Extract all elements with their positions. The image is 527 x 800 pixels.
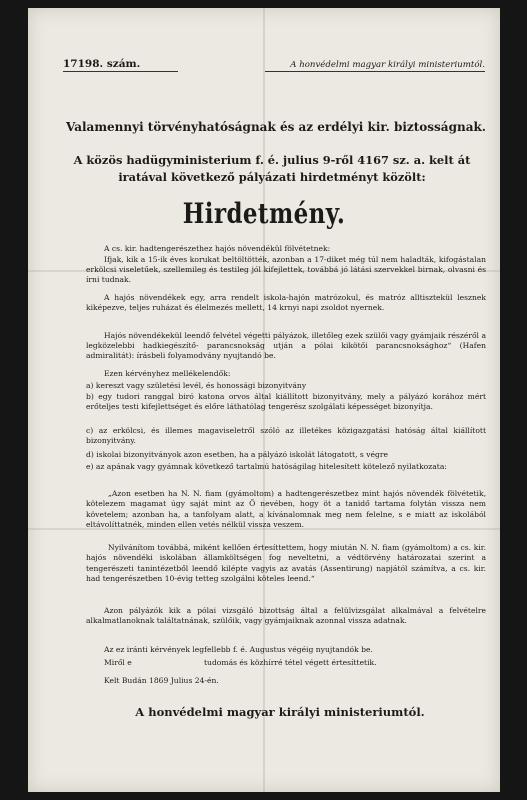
date-line: Kelt Budán 1869 Julius 24-én. bbox=[104, 676, 219, 685]
list-item-a: a) kereszt vagy születési levél, és honossági bizonyitvány bbox=[86, 381, 307, 390]
paragraph-2: Ifjak, kik a 15-ik éves korukat beltöltötték, azonban a 17-diket még túl nem haladták, kifogástalan erkölcsi viseletűek, szellemileg és testileg jól kifejlettek, továbbá jó látási szervekkel birnak, olvasni és írni tudnak. bbox=[86, 255, 486, 285]
document-sheet bbox=[28, 8, 500, 792]
intro-text: A közös hadügyministerium f. é. julius 9-ről 4167 sz. a. kelt át iratával következő pályázati hirdetményt közölt: bbox=[73, 153, 471, 184]
paragraph-4: Hajós növendékekül leendő felvétel végetti pályázok, illetőleg ezek szülői vagy gyámjaik részéről a legközelebbi hadkiegészítő- parancsnokság utján a pólai kikötői parancsnoksághoz“ (Hafen admiralitát): írásbeli folyamodvány nyujtandó be. bbox=[86, 331, 486, 361]
paragraph-7: Az ez iránti kérvények legfellebb f. é. Augustus végéig nyujtandók be. bbox=[104, 645, 373, 654]
addressee-line: Valamennyi törvényhatóságnak és az erdélyi kir. biztosságnak. bbox=[66, 120, 486, 134]
issuer-header: A honvédelmi magyar királyi ministeriumtól. bbox=[265, 60, 485, 72]
document-title: Hirdetmény. bbox=[182, 197, 346, 230]
declaration-paragraph-1: „Azon esetben ha N. N. fiam (gyámoltom) a hadtengerészetbez mint hajós növendék fölvétetik, kötelezem magamat úgy saját mint az Ő nevében, hogy öt a tanidő tartama folytán vissza nem követelem; azonban ha, a tanfolyam alatt, a kívánalomnak meg nem felelne, s e miatt az iskolából eltávolíttatnék, minden ellen vetés nélkül vissza veszem. bbox=[86, 489, 486, 530]
signature-line: A honvédelmi magyar királyi ministeriumtól. bbox=[135, 705, 425, 719]
paragraph-3: A hajós növendékek egy, arra rendelt iskola-hajón matrózokul, és matróz alltisztekül lesznek kiképezve, teljes ruházat és élelmezés mellett, 14 krnyi napi zsoldot nyernek. bbox=[86, 293, 486, 313]
paragraph-1: A cs. kir. hadtengerészethez hajós növendékül fölvétetnek: bbox=[104, 244, 331, 253]
list-item-b: b) egy tudori ranggal biró katona orvos által kiállított bizonyitvány, mely a pályázó korához mért erőteljes testi kifejlettséget és előre láthatólag tengerész szolgálati képességet bizonyítja. bbox=[86, 392, 486, 412]
list-item-d: d) iskolai bizonyitványok azon esetben, ha a pályázó iskolát látogatott, s végre bbox=[86, 450, 388, 459]
paragraph-8-start: Miről e bbox=[104, 658, 132, 667]
list-item-e: e) az apának vagy gyámnak következő tartalmú hatóságilag hitelesített kötelező nyilatkozata: bbox=[86, 462, 447, 471]
paragraph-6: Azon pályázók kik a pólai vizsgáló bizottság által a felülvizsgálat alkalmával a felvételre alkalmatlanoknak találtatnának, szülőik, vagy gyámjaiknak azonnal vissza adatnak. bbox=[86, 606, 486, 626]
declaration-paragraph-2: Nyilvánítom továbbá, miként kellően értesíttettem, hogy miután N. N. fiam (gyámoltom) a cs. kir. hajós növendéki iskolában államköltségen fog neveltetni, a védtörvény határozatai szerint a tengerészeti tanintézetből leendő kilépte vagyis az avatás (Assentirung) napjától számítva, a cs. kir. had tengerészetben 10-évig tetteg szolgálni köteles leend.“ bbox=[86, 543, 486, 584]
paragraph-5: Ezen kérvényhez mellékelendők: bbox=[104, 369, 231, 378]
document-number: 17198. szám. bbox=[63, 58, 178, 72]
paragraph-8-end: tudomás és közhírré tétel végett értesíttetik. bbox=[204, 658, 377, 667]
list-item-c: c) az erkölcsi, és illemes magaviseletről szóló az illetékes közigazgatási hatóság által kiállított bizonyitvány. bbox=[86, 426, 486, 446]
